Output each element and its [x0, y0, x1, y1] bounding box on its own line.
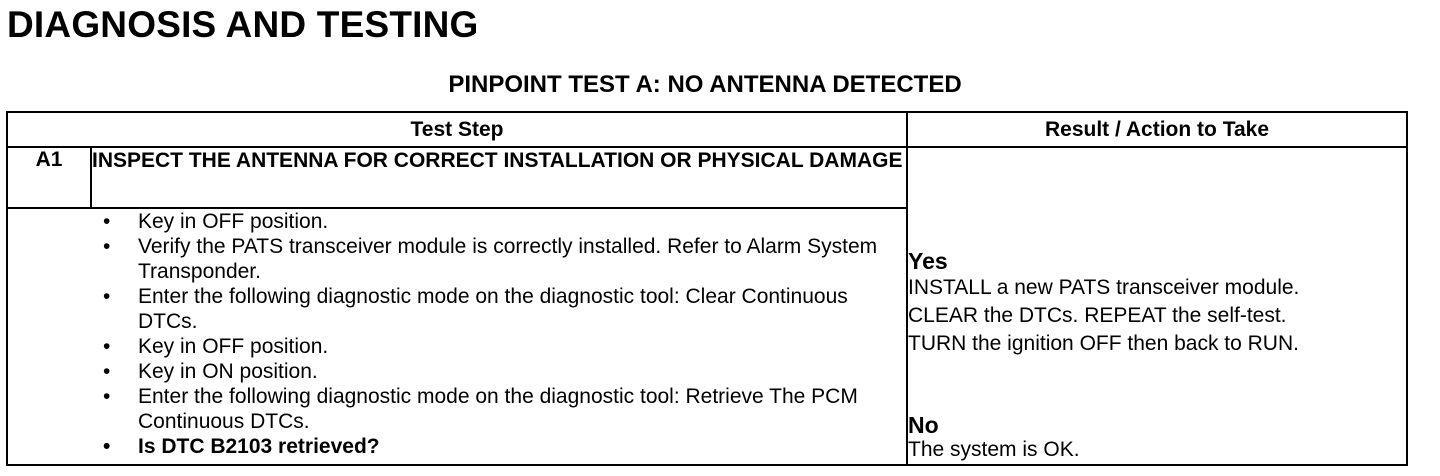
yes-label: Yes [908, 248, 948, 274]
yes-result [908, 248, 1406, 358]
yes-action-line: TURN the ignition OFF then back to RUN. [908, 332, 1299, 355]
result-cell [907, 147, 1407, 465]
step-title: INSPECT THE ANTENNA FOR CORRECT INSTALLATION OR PHYSICAL DAMAGE [91, 147, 907, 208]
test-step-header: Test Step [7, 112, 907, 147]
yes-action-line: CLEAR the DTCs. REPEAT the self-test. [908, 304, 1287, 327]
bullet-icon: • [103, 335, 111, 358]
bullet-icon: • [103, 235, 111, 258]
step-id: A1 [7, 147, 91, 208]
list-item [8, 434, 906, 459]
bullet-icon: • [103, 360, 111, 383]
no-result [908, 412, 1406, 462]
bullet-icon: • [103, 385, 111, 408]
bullet-icon: • [103, 285, 111, 308]
list-item [8, 234, 906, 284]
list-item [8, 209, 906, 234]
action-text: Key in OFF position. [138, 335, 329, 358]
yes-action-line: INSTALL a new PATS transceiver module. [908, 276, 1300, 299]
action-text: Enter the following diagnostic mode on the diagnostic tool: Clear Continuous DTCs. [138, 285, 848, 333]
action-question: Is DTC B2103 retrieved? [138, 435, 380, 458]
step-title-row [7, 147, 1407, 208]
page-title: DIAGNOSIS AND TESTING [7, 4, 479, 45]
result-action-header: Result / Action to Take [907, 112, 1407, 147]
list-item [8, 359, 906, 384]
table-header-row [7, 112, 1407, 147]
action-text: Key in OFF position. [138, 210, 329, 233]
action-text: Enter the following diagnostic mode on the diagnostic tool: Retrieve The PCM Continuous DTCs. [138, 385, 858, 433]
action-text: Key in ON position. [138, 360, 318, 383]
no-action-line: The system is OK. [908, 438, 1080, 461]
list-item [8, 334, 906, 359]
no-label: No [908, 412, 939, 438]
pinpoint-test-table [6, 111, 1408, 466]
bullet-icon: • [103, 210, 111, 233]
step-actions-cell [7, 208, 907, 465]
bullet-icon: • [103, 435, 111, 458]
step-actions-list [8, 209, 906, 459]
action-text: Verify the PATS transceiver module is correctly installed. Refer to Alarm System Transponder. [138, 235, 878, 283]
pinpoint-test-title: PINPOINT TEST A: NO ANTENNA DETECTED [448, 71, 962, 98]
list-item [8, 284, 906, 334]
list-item [8, 384, 906, 434]
